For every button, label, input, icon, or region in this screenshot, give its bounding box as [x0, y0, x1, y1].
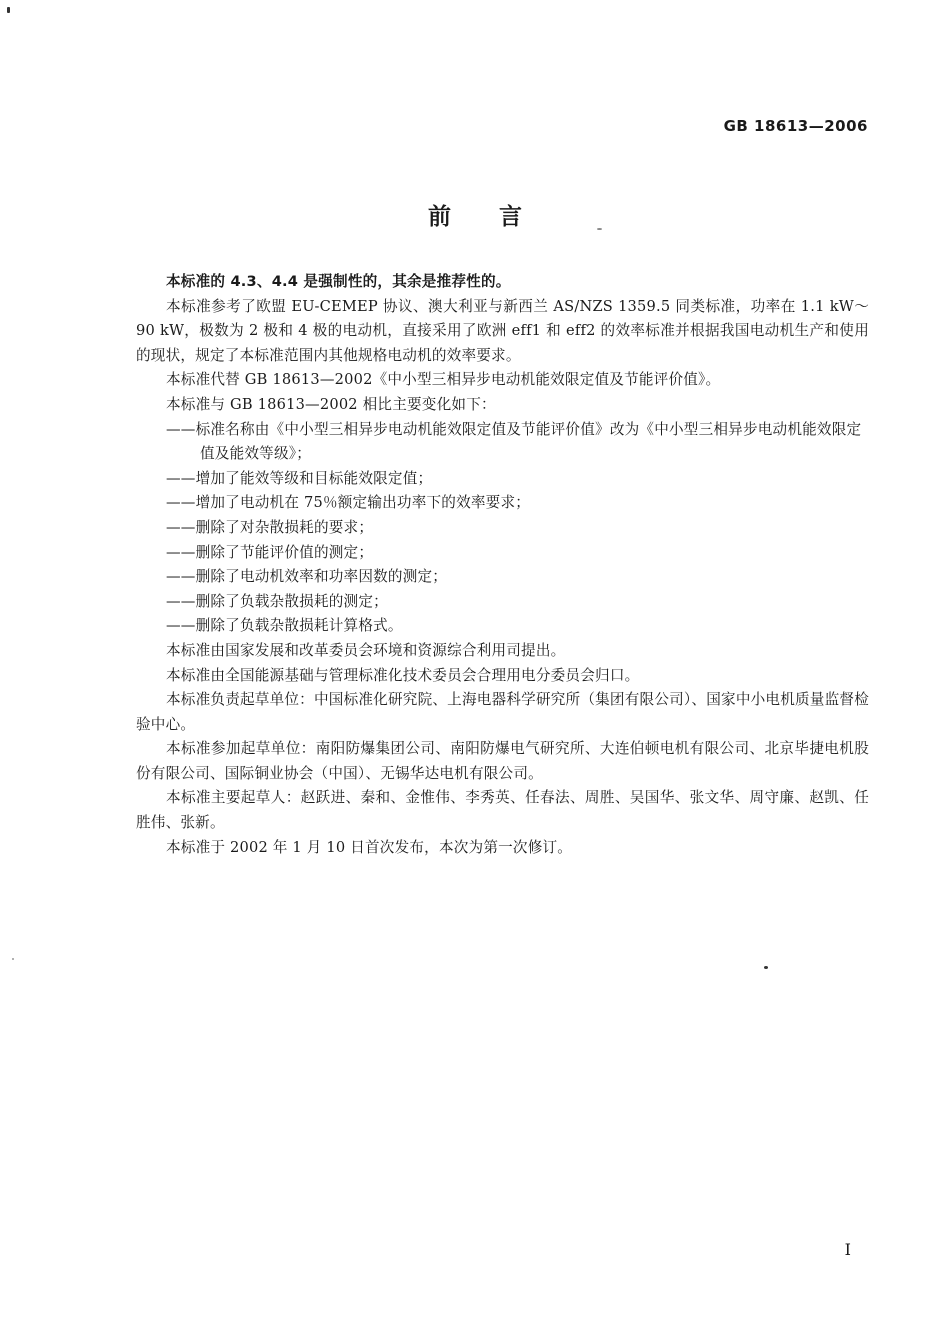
history-paragraph: 本标准于 2002 年 1 月 10 日首次发布，本次为第一次修订。 [166, 838, 573, 856]
proposer-paragraph: 本标准由国家发展和改革委员会环境和资源综合利用司提出。 [166, 641, 566, 659]
list-item: ——删除了负载杂散损耗计算格式。 [166, 617, 403, 635]
page-number: I [844, 1240, 851, 1259]
committee-paragraph: 本标准由全国能源基础与管理标准化技术委员会合理用电分委员会归口。 [166, 666, 640, 684]
drafting-units-paragraph: 本标准负责起草单位：中国标准化研究院、上海电器科学研究所（集团有限公司）、国家中小电机质量监督检验中心。 [136, 691, 869, 733]
scan-speck [764, 966, 768, 969]
page-title: 前言 [428, 204, 570, 230]
list-item: ——删除了对杂散损耗的要求； [166, 518, 374, 536]
list-item: ——删除了电动机效率和功率因数的测定； [166, 568, 448, 586]
reference-paragraph: 本标准参考了欧盟 EU-CEMEP 协议、澳大利亚与新西兰 AS/NZS 1359.5 同类标准，功率在 1.1 kW～90 kW，极数为 2 极和 4 极的电动机，直接采用了欧洲 eff1 和 eff2 的效率标准并根据我国电动机生产和使用的现状，规定了本标准范围内其他规格电动机的效率要求。 [136, 297, 869, 364]
participating-units-paragraph: 本标准参加起草单位：南阳防爆集团公司、南阳防爆电气研究所、大连伯顿电机有限公司、北京毕捷电机股份有限公司、国际铜业协会（中国）、无锡华达电机有限公司。 [136, 740, 869, 782]
list-item: ——删除了节能评价值的测定； [166, 543, 374, 561]
list-item: ——删除了负载杂散损耗的测定； [166, 592, 388, 610]
changes-list [136, 418, 869, 639]
list-item: ——标准名称由《中小型三相异步电动机能效限定值及节能评价值》改为《中小型三相异步电动机能效限定值及能效等级》； [166, 420, 862, 463]
changes-intro-paragraph: 本标准与 GB 18613—2002 相比主要变化如下： [166, 395, 496, 413]
mandatory-clause-paragraph: 本标准的 4.3、4.4 是强制性的，其余是推荐性的。 [166, 273, 511, 290]
replacement-paragraph: 本标准代替 GB 18613—2002《中小型三相异步电动机能效限定值及节能评价值》。 [166, 371, 721, 389]
scan-speck [12, 958, 14, 960]
drafters-paragraph: 本标准主要起草人：赵跃进、秦和、金惟伟、李秀英、任春法、周胜、吴国华、张文华、周守廉、赵凯、任胜伟、张新。 [136, 789, 869, 832]
scan-speck [7, 7, 10, 13]
scan-speck [597, 228, 602, 230]
foreword-body [136, 270, 869, 860]
list-item: ——增加了电动机在 75％额定输出功率下的效率要求； [166, 494, 531, 512]
standard-code: GB 18613—2006 [723, 117, 868, 135]
list-item: ——增加了能效等级和目标能效限定值； [166, 469, 433, 487]
